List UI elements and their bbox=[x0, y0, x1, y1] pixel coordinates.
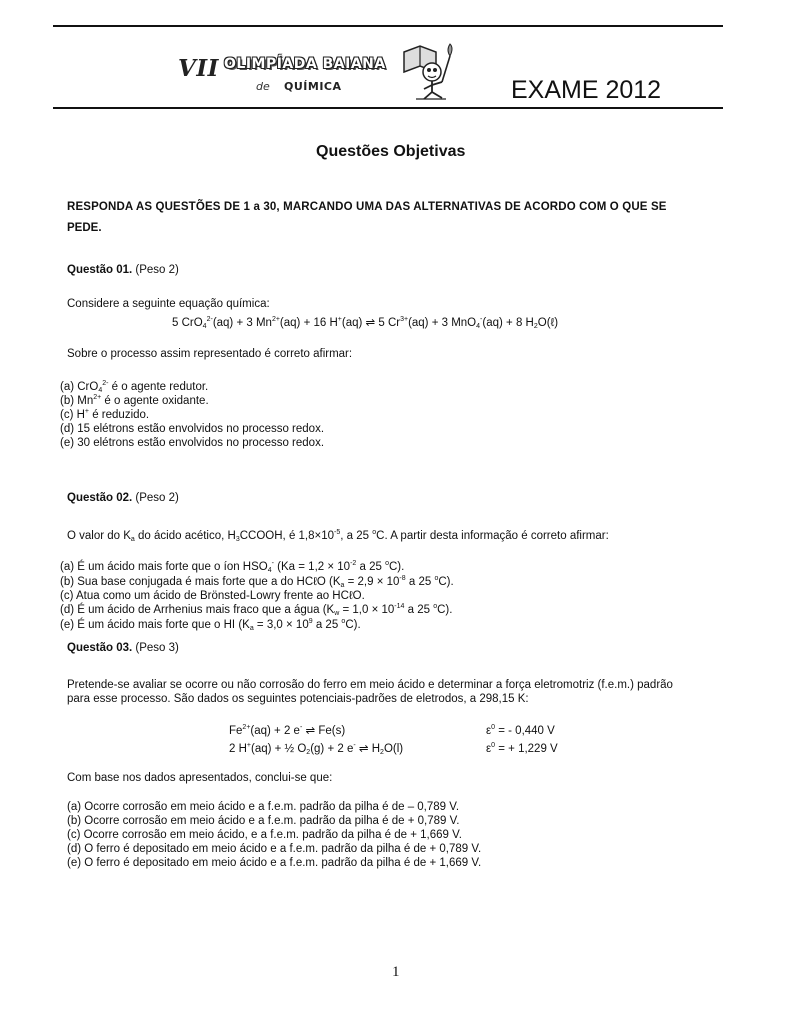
mascot-reading-book-icon bbox=[396, 42, 476, 102]
question-weight: (Peso 2) bbox=[135, 492, 179, 504]
header-top-rule bbox=[53, 25, 723, 27]
half-reaction-oxygen: 2 H+(aq) + ½ $O_2(g) + 2$ e- ⇌ $H_2O(l)$ bbox=[229, 742, 404, 756]
question-03-option-a: (a) Ocorre corrosão em meio ácido e a f.e.m. padrão da pilha é de – 0,789 V. bbox=[67, 801, 460, 813]
question-02-option-d: (d) É um ácido de Arrhenius mais fraco que a água ($K_w = 1,0 \times 10^{-14}$ a 25 $^o$C). bbox=[60, 603, 453, 617]
question-02-option-e: (e) É um ácido mais forte que o HI ($K_a = 3,0 \times 10^9$ a 25 $^o$C). bbox=[60, 618, 361, 632]
question-label: Questão 02. bbox=[67, 492, 133, 504]
question-01-option-d: (d) 15 elétrons estão envolvidos no processo redox. bbox=[60, 423, 325, 435]
logo-olympiad-name: OLIMPÍADA BAIANA bbox=[224, 56, 386, 72]
half-reaction-iron: $Fe^{2+}(aq) + 2$ e- ⇌ Fe(s) bbox=[229, 724, 346, 737]
potential-iron: $\varepsilon^0$ = - 0,440 V bbox=[486, 724, 555, 737]
question-03-prompt: Com base nos dados apresentados, conclui-se que: bbox=[67, 772, 333, 784]
section-title: Questões Objetivas bbox=[316, 143, 466, 160]
question-02-heading bbox=[67, 491, 179, 505]
question-03-intro-line-2: para esse processo. São dados os seguintes potenciais-padrões de eletrodos, a 298,15 K: bbox=[67, 693, 529, 705]
logo-de: de bbox=[256, 80, 270, 93]
question-label: Questão 01. bbox=[67, 264, 133, 276]
instructions-line-2: PEDE. bbox=[67, 222, 102, 234]
question-02-option-a: (a) É um ácido mais forte que o íon $HSO_4^-$ ($Ka = 1,2 \times 10^{-2}$ a 25 $^o$C). bbox=[60, 560, 405, 574]
question-02-option-b: (b) Sua base conjugada é mais forte que a do HCℓO ($K_a = 2,9 \times 10^{-8}$ a 25 $^o$C). bbox=[60, 575, 454, 589]
logo-quimica: QUÍMICA bbox=[284, 80, 342, 93]
question-03-option-b: (b) Ocorre corrosão em meio ácido e a f.e.m. padrão da pilha é de + 0,789 V. bbox=[67, 815, 460, 827]
exam-title: EXAME 2012 bbox=[511, 76, 662, 104]
question-02-intro: O valor do $K_a$ do ácido acético, $H_3CCOOH$, é $1,8\times 10^{-5}$, a 25 $^o$C. A partir desta informação é correto afirmar: bbox=[67, 529, 609, 543]
question-03-intro-line-1: Pretende-se avaliar se ocorre ou não corrosão do ferro em meio ácido e determinar a força eletromotriz (f.e.m.) padrão bbox=[67, 679, 673, 691]
question-03-option-c: (c) Ocorre corrosão em meio ácido, e a f.e.m. padrão da pilha é de + 1,669 V. bbox=[67, 829, 462, 841]
question-weight: (Peso 3) bbox=[135, 642, 179, 654]
question-03-option-d: (d) O ferro é depositado em meio ácido e a f.e.m. padrão da pilha é de + 0,789 V. bbox=[67, 843, 482, 855]
page-number: 1 bbox=[392, 964, 400, 980]
instructions-line-1: RESPONDA AS QUESTÕES DE 1 a 30, MARCANDO UMA DAS ALTERNATIVAS DE ACORDO COM O QUE SE bbox=[67, 201, 667, 213]
logo-roman-numeral: VII bbox=[178, 55, 219, 82]
header-bottom-rule bbox=[53, 107, 723, 109]
question-01-option-a: (a) CrO$_4^{2-}$ é o agente redutor. bbox=[60, 380, 209, 394]
question-01-equation: 5 CrO$_4^{2-}$(aq) + 3 $Mn^{2+}(aq) + 16$ H+(aq) ⇌ 5 $Cr^{3+}(aq) + 3$ MnO$_4$-(aq) + 8 $H_2O(\ell)$ bbox=[172, 316, 559, 330]
olympiad-logo bbox=[178, 42, 478, 104]
question-01-prompt: Sobre o processo assim representado é correto afirmar: bbox=[67, 348, 353, 360]
question-01-option-e: (e) 30 elétrons estão envolvidos no processo redox. bbox=[60, 437, 325, 449]
question-01-intro: Considere a seguinte equação química: bbox=[67, 298, 270, 310]
question-label: Questão 03. bbox=[67, 642, 133, 654]
question-01-option-b: (b) $Mn^{2+}$ é o agente oxidante. bbox=[60, 394, 209, 407]
question-02-option-c: (c) Atua como um ácido de Brönsted-Lowry frente ao HCℓO. bbox=[60, 590, 365, 602]
potential-oxygen: $\varepsilon^0$ = + 1,229 V bbox=[486, 742, 558, 755]
question-weight: (Peso 2) bbox=[135, 264, 179, 276]
question-01-heading bbox=[67, 263, 179, 277]
question-03-heading bbox=[67, 641, 179, 655]
question-03-option-e: (e) O ferro é depositado em meio ácido e a f.e.m. padrão da pilha é de + 1,669 V. bbox=[67, 857, 482, 869]
question-01-option-c: (c) H+ é reduzido. bbox=[60, 408, 150, 421]
